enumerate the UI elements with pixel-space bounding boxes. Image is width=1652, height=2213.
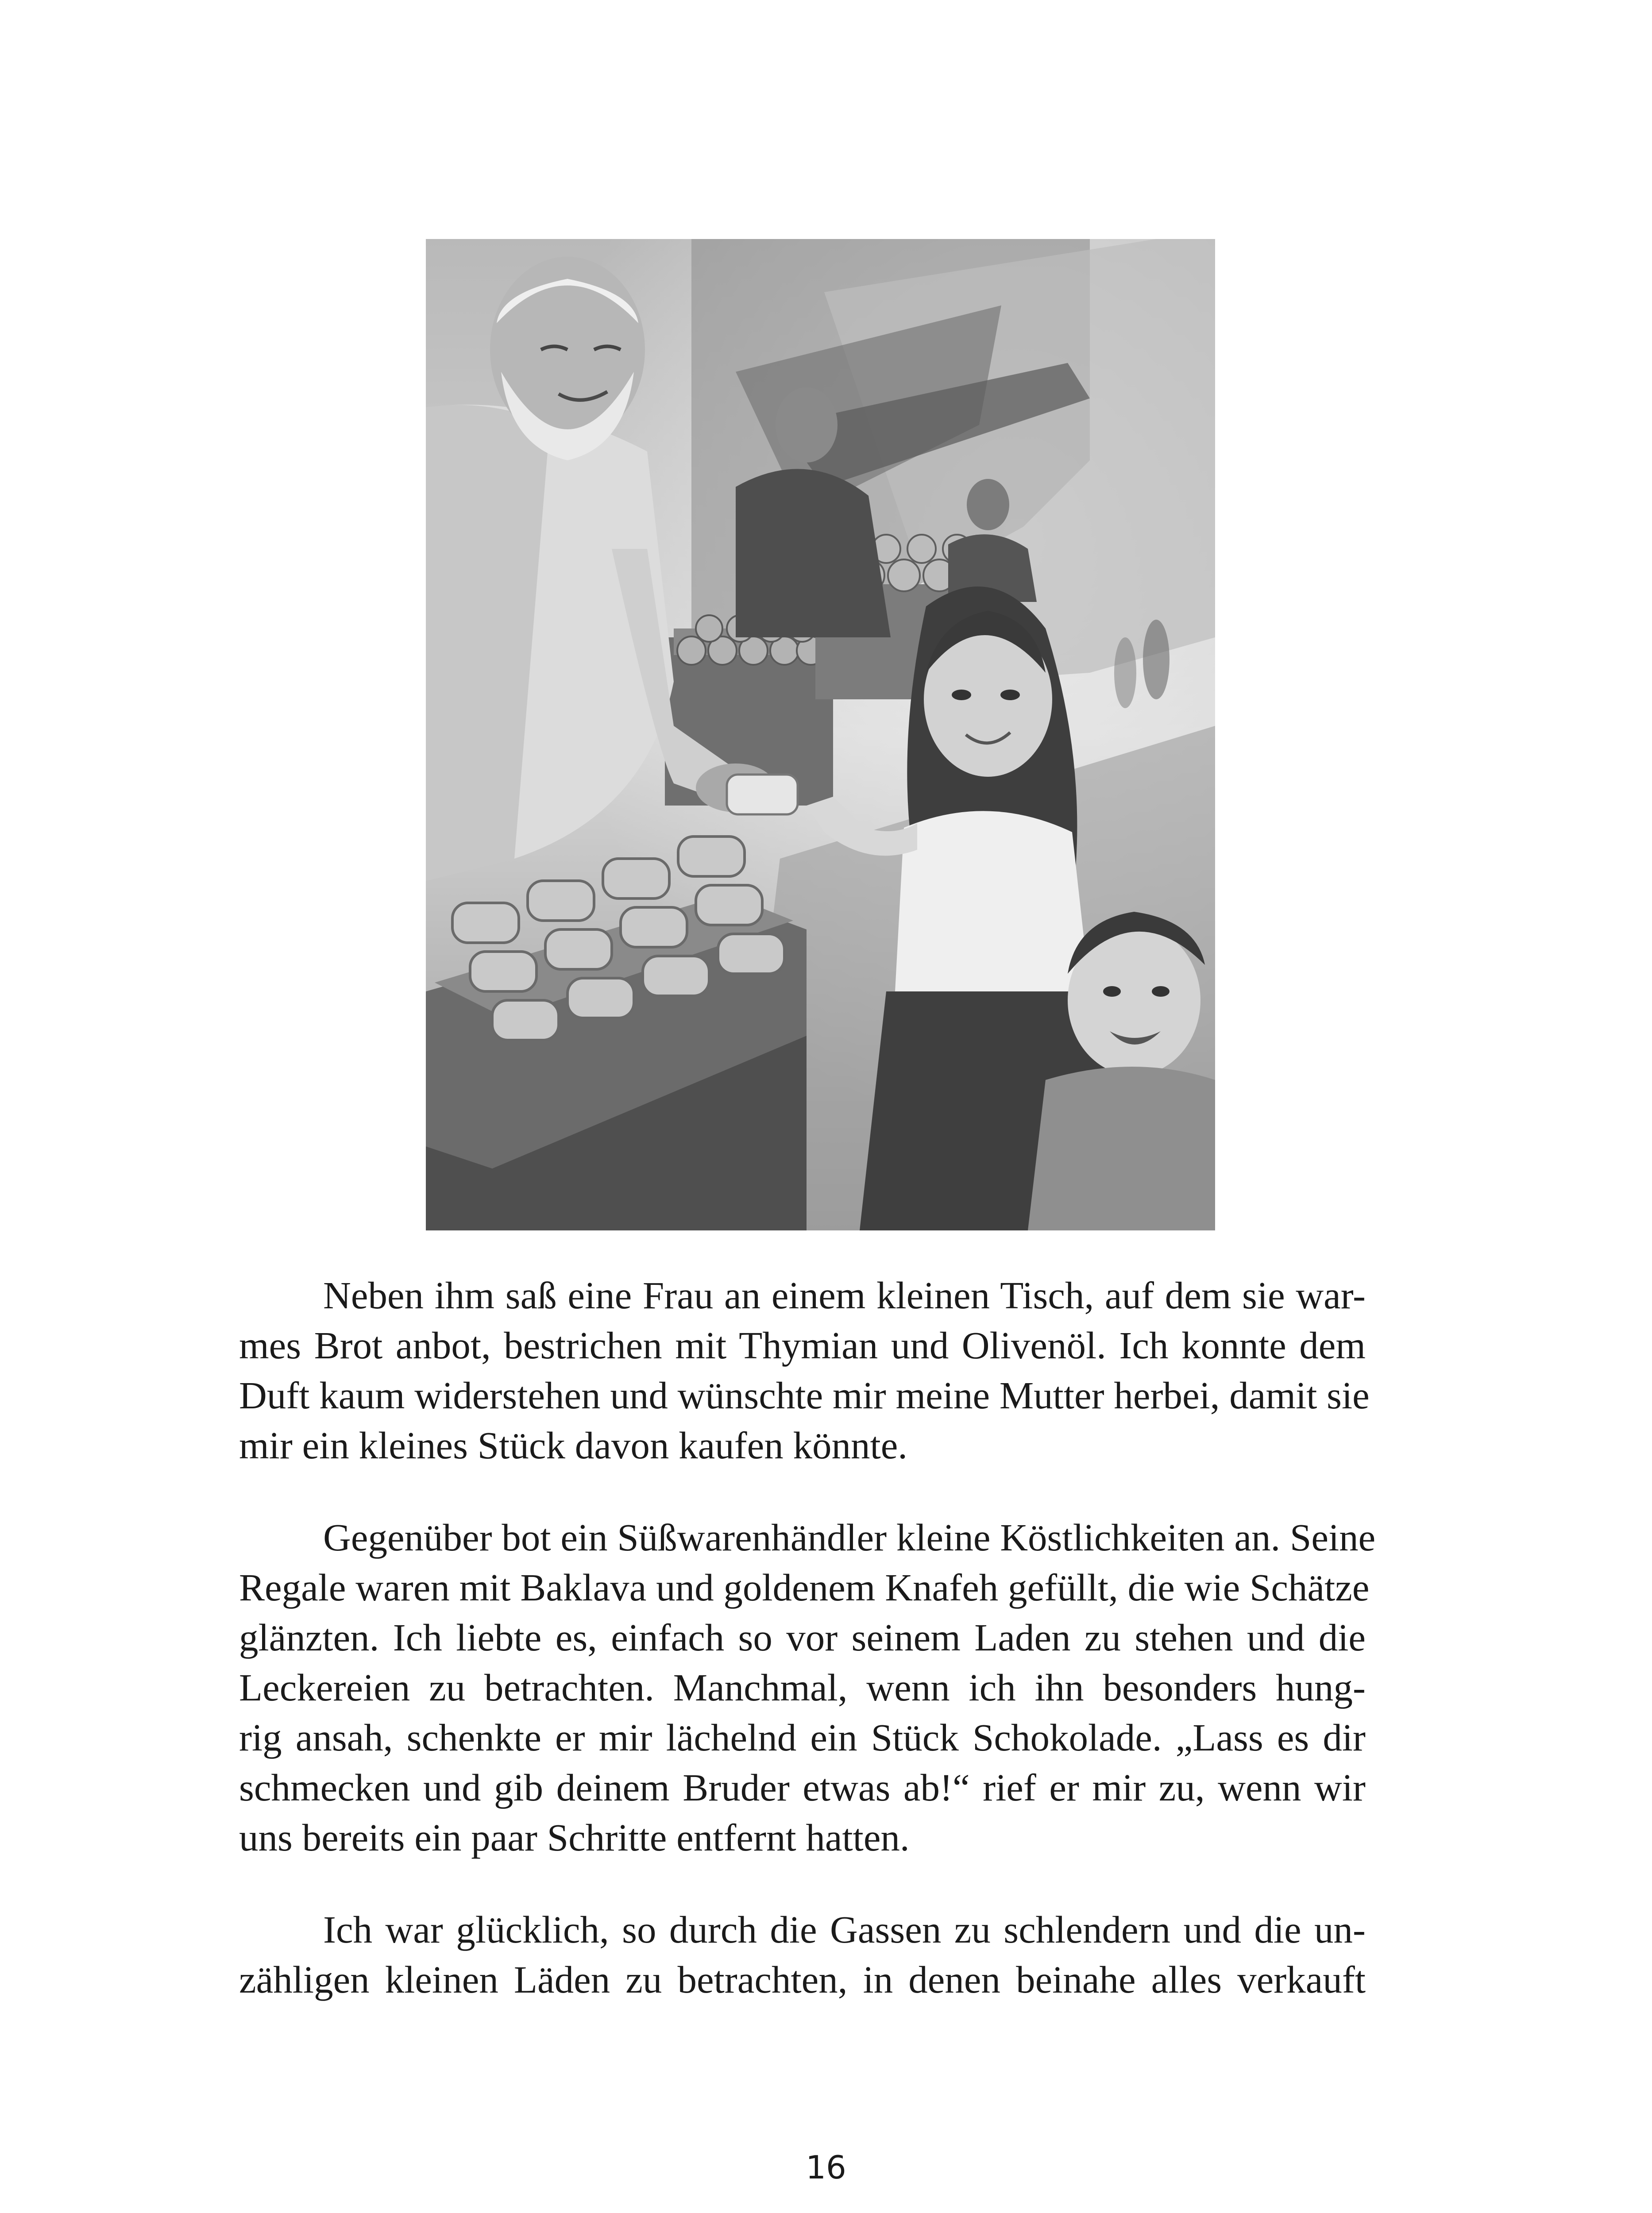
text-line: uns bereits ein paar Schritte entfernt hatten. (239, 1816, 910, 1859)
text-line: rig ansah, schenkte er mir lächelnd ein Stück Schokolade. „Lass es dir (239, 1716, 1366, 1759)
page-number: 16 (806, 2149, 846, 2186)
text-line: mir ein kleines Stück davon kaufen könnte. (239, 1424, 908, 1467)
text-line: Gegenüber bot ein Süßwarenhändler kleine Köstlichkeiten an. Seine (323, 1516, 1376, 1559)
text-line: Leckereien zu betrachten. Manchmal, wenn ich ihn besonders hung- (239, 1666, 1366, 1709)
text-line: mes Brot anbot, bestrichen mit Thymian und Olivenöl. Ich konnte dem (239, 1324, 1366, 1367)
text-line: Regale waren mit Baklava und goldenem Knafeh gefüllt, die wie Schätze (239, 1566, 1370, 1609)
market-scene-icon (426, 239, 1215, 1230)
text-line: Ich war glücklich, so durch die Gassen zu schlendern und die un- (323, 1908, 1366, 1951)
text-line: glänzten. Ich liebte es, einfach so vor seinem Laden zu stehen und die (239, 1616, 1366, 1659)
market-scene-illustration (426, 239, 1215, 1230)
text-line: schmecken und gib deinem Bruder etwas ab!“ rief er mir zu, wenn wir (239, 1766, 1366, 1809)
paragraph-3 (239, 1905, 1366, 2005)
paragraph-1 (239, 1270, 1370, 1470)
text-line: zähligen kleinen Läden zu betrachten, in denen beinahe alles verkauft (239, 1958, 1366, 2001)
text-line: Neben ihm saß eine Frau an einem kleinen Tisch, auf dem sie war- (323, 1274, 1366, 1317)
text-line: Duft kaum widerstehen und wünschte mir meine Mutter herbei, damit sie (239, 1374, 1370, 1417)
paragraph-2 (239, 1512, 1376, 1862)
body-text (239, 1270, 1376, 2047)
